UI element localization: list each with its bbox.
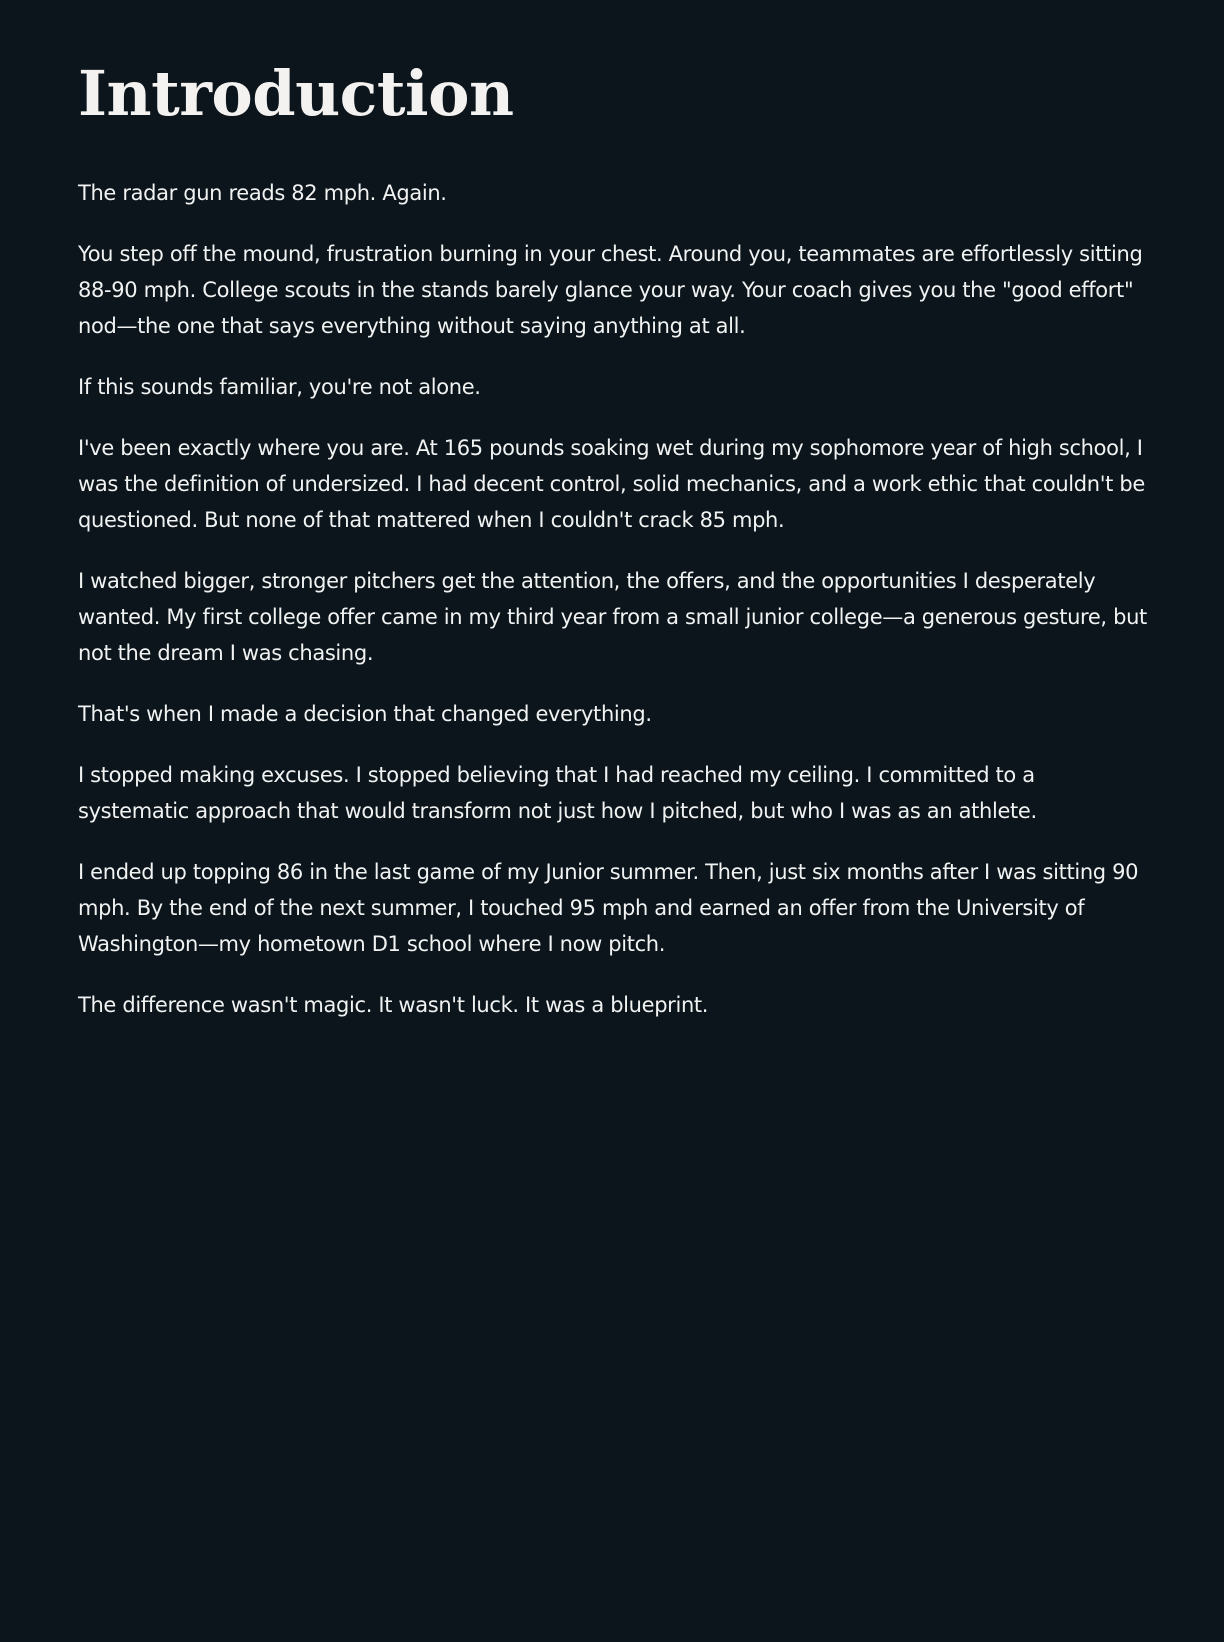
paragraph: I've been exactly where you are. At 165 pounds soaking wet during my sophomore year of high school, I was the definition of undersized. I had decent control, solid mechanics, and a work ethic that couldn't be questioned. But none of that mattered when I couldn't crack 85 mph. (78, 436, 1145, 532)
body-text (78, 175, 1148, 1023)
paragraph: I watched bigger, stronger pitchers get the attention, the offers, and the opportunities I desperately wanted. My first college offer came in my third year from a small junior college—a generous gesture, but not the dream I was chasing. (78, 569, 1147, 665)
page-title: Introduction (78, 57, 514, 130)
paragraph: I ended up topping 86 in the last game of my Junior summer. Then, just six months after I was sitting 90 mph. By the end of the next summer, I touched 95 mph and earned an offer from the University of Washington—my hometown D1 school where I now pitch. (78, 860, 1139, 956)
paragraph: The difference wasn't magic. It wasn't luck. It was a blueprint. (78, 993, 709, 1017)
paragraph: You step off the mound, frustration burning in your chest. Around you, teammates are effortlessly sitting 88-90 mph. College scouts in the stands barely glance your way. Your coach gives you the "good effort" nod—the one that says everything without saying anything at all. (78, 242, 1143, 338)
paragraph: If this sounds familiar, you're not alone. (78, 375, 481, 399)
paragraph: That's when I made a decision that changed everything. (78, 702, 652, 726)
paragraph: The radar gun reads 82 mph. Again. (78, 181, 447, 205)
paragraph: I stopped making excuses. I stopped believing that I had reached my ceiling. I committed to a systematic approach that would transform not just how I pitched, but who I was as an athlete. (78, 763, 1037, 823)
